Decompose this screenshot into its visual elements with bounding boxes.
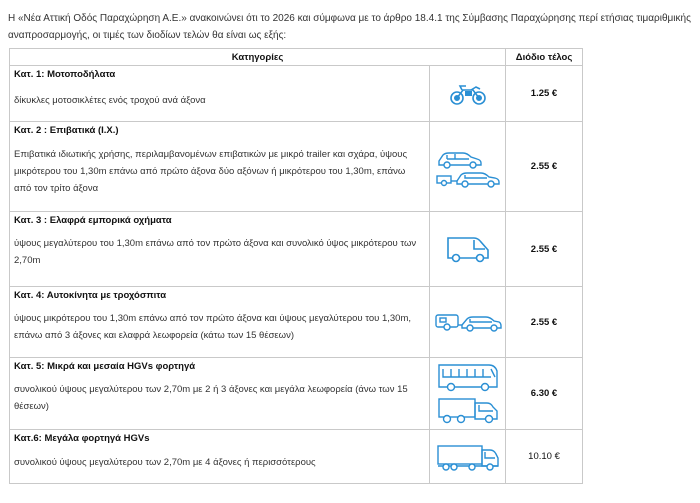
toll-price: 6.30 € bbox=[506, 358, 583, 430]
category-title: Κατ. 2 : Επιβατικά (Ι.Χ.) bbox=[14, 125, 119, 136]
intro-text: Η «Νέα Αττική Οδός Παραχώρηση Α.Ε.» ανακοινώνει ότι το 2026 και σύμφωνα με το άρθρο 18.4.1 της Σύμβασης Παραχώρησης περί ετήσιας τιμαριθμικής αναπροσαρμογής, οι τιμές των διοδίων τελών θα είναι ως εξής: bbox=[8, 13, 691, 41]
van-icon bbox=[444, 234, 492, 264]
category-description: Επιβατικά ιδιωτικής χρήσης, περιλαμβανομένων επιβατικών με μικρό trailer και σχάρα, ύψους μικρότερου του 1,30m επάνω από πρώτο άξονα δύο αξόνων ή μικρότερου του 1,30m, επάνω από τον τρίτο άξονα bbox=[14, 149, 408, 194]
category-title: Κατ. 1: Μοτοποδήλατα bbox=[14, 69, 116, 80]
category-description: συνολικού ύψους μεγαλύτερου των 2,70m με 2 ή 3 άξονες και μεγάλα λεωφορεία (άνω των 15 θέσεων) bbox=[14, 384, 408, 412]
table-row bbox=[10, 358, 583, 430]
category-cell bbox=[10, 358, 430, 430]
motorcycle-icon bbox=[449, 82, 487, 106]
category-cell bbox=[10, 66, 430, 122]
category-description: συνολικού ύψους μεγαλύτερου των 2,70m με 4 άξονες ή περισσότερους bbox=[14, 457, 316, 468]
table-row bbox=[10, 212, 583, 287]
category-title: Κατ. 4: Αυτοκίνητα με τροχόσπιτα bbox=[14, 290, 167, 301]
table-header-row bbox=[10, 49, 583, 66]
header-categories: Κατηγορίες bbox=[10, 49, 506, 66]
vehicle-icon-cell bbox=[430, 430, 506, 484]
large-truck-icon bbox=[436, 442, 500, 472]
category-description: δίκυκλες μοτοσικλέτες ενός τροχού ανά άξονα bbox=[14, 95, 206, 106]
category-title: Κατ. 3 : Ελαφρά εμπορικά οχήματα bbox=[14, 215, 172, 226]
car-with-caravan-icon bbox=[434, 311, 502, 333]
table-row bbox=[10, 287, 583, 358]
table-row bbox=[10, 66, 583, 122]
category-description: ύψους μικρότερου του 1,30m επάνω από τον πρώτο άξονα και ύψους μεγαλύτερου του 1,30m, επάνω από 3 άξονες και ελαφρά λεωφορεία (κάτω των 15 θέσεων) bbox=[14, 313, 411, 341]
vehicle-icon-cell bbox=[430, 358, 506, 430]
table-row bbox=[10, 430, 583, 484]
bus-and-truck-icon bbox=[435, 361, 501, 427]
toll-price: 10.10 € bbox=[506, 430, 583, 484]
car-and-car-with-trailer-icon bbox=[433, 145, 503, 189]
category-title: Κατ.6: Μεγάλα φορτηγά HGVs bbox=[14, 433, 150, 444]
toll-table bbox=[9, 48, 583, 484]
toll-price: 2.55 € bbox=[506, 287, 583, 358]
toll-price: 1.25 € bbox=[506, 66, 583, 122]
vehicle-icon-cell bbox=[430, 212, 506, 287]
category-cell bbox=[10, 287, 430, 358]
toll-price: 2.55 € bbox=[506, 122, 583, 212]
vehicle-icon-cell bbox=[430, 287, 506, 358]
table-row bbox=[10, 122, 583, 212]
category-cell bbox=[10, 212, 430, 287]
category-description: ύψους μεγαλύτερου του 1,30m επάνω από τον πρώτο άξονα και συνολικό ύψος μικρότερου των 2,70m bbox=[14, 238, 417, 266]
vehicle-icon-cell bbox=[430, 122, 506, 212]
vehicle-icon-cell bbox=[430, 66, 506, 122]
category-cell bbox=[10, 122, 430, 212]
header-toll: Διόδιο τέλος bbox=[506, 49, 583, 66]
category-title: Κατ. 5: Μικρά και μεσαία HGVs φορτηγά bbox=[14, 361, 196, 372]
category-cell bbox=[10, 430, 430, 484]
toll-price: 2.55 € bbox=[506, 212, 583, 287]
